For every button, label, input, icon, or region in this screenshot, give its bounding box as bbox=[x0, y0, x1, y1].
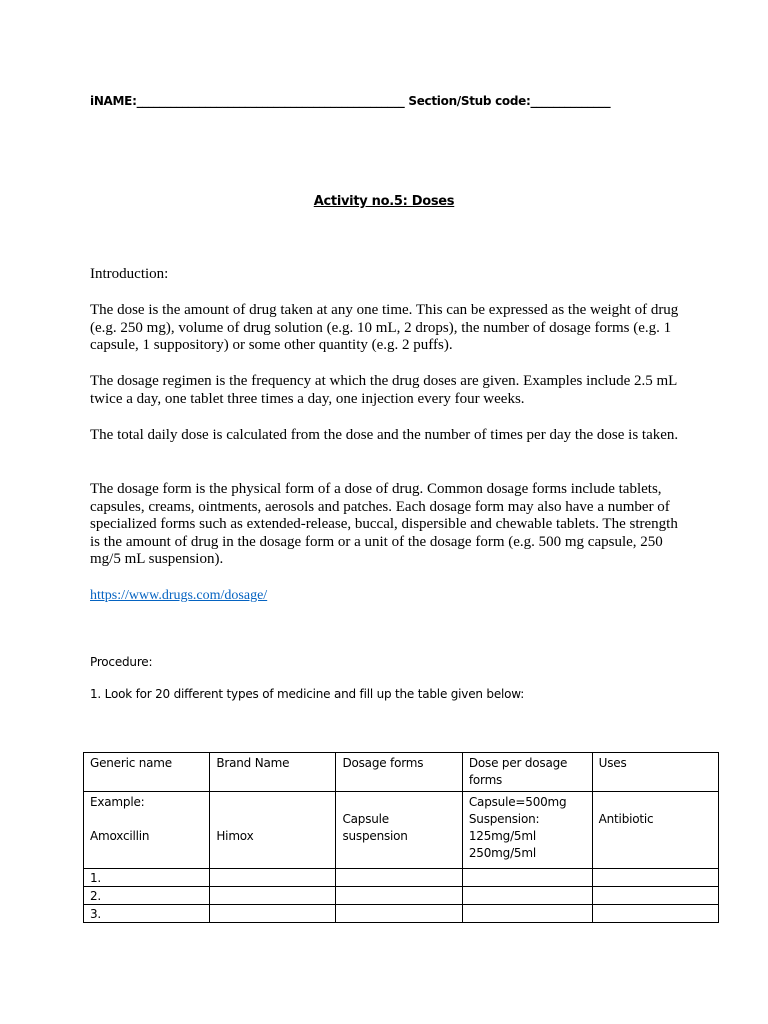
row-number: 2. bbox=[84, 887, 210, 905]
row-number: 3. bbox=[84, 905, 210, 923]
table-cell[interactable] bbox=[462, 887, 592, 905]
example-generic-name: Amoxcillin bbox=[90, 829, 150, 843]
table-row bbox=[84, 869, 719, 887]
example-generic-cell bbox=[84, 792, 210, 869]
example-brand-cell bbox=[210, 792, 336, 869]
paragraph-dosage-form: The dosage form is the physical form of a dose of drug. Common dosage forms include tablets, capsules, creams, ointments, aerosols and patches. Each dosage form may also have a number of specialized forms such as extended-release, buccal, dispersible and chewable tablets. The strength is the amount of drug in the dosage form or a unit of the dosage form (e.g. 500 mg capsule, 250 mg/5 mL suspension). bbox=[90, 481, 678, 568]
header-dosage-forms: Dosage forms bbox=[336, 753, 462, 792]
section-label: Section/Stub code: bbox=[404, 94, 531, 108]
table-cell[interactable] bbox=[336, 905, 462, 923]
paragraph-total-daily-dose: The total daily dose is calculated from the dose and the number of times per day the dose is taken. bbox=[90, 427, 679, 443]
drugs-dosage-link[interactable]: https://www.drugs.com/dosage/ bbox=[90, 588, 268, 603]
name-section-line bbox=[90, 94, 610, 108]
example-dose-suspension-label: Suspension: bbox=[468, 812, 540, 826]
table-cell[interactable] bbox=[592, 905, 718, 923]
table-header-row bbox=[84, 753, 719, 792]
example-dose-capsule: Capsule=500mg bbox=[468, 795, 567, 809]
paragraph-dosage-regimen: The dosage regimen is the frequency at which the drug doses are given. Examples include 2.5 mL twice a day, one tablet three times a day, one injection every four weeks. bbox=[90, 373, 677, 407]
table-cell[interactable] bbox=[592, 869, 718, 887]
example-uses-cell bbox=[592, 792, 718, 869]
page-title: Activity no.5: Doses bbox=[313, 194, 455, 209]
table-cell[interactable] bbox=[210, 905, 336, 923]
table-cell[interactable] bbox=[462, 905, 592, 923]
paragraph-dose: The dose is the amount of drug taken at any one time. This can be expressed as the weight of drug (e.g. 250 mg), volume of drug solution (e.g. 10 mL, 2 drops), the number of dosage forms (e.g. 1 capsule, 1 suppository) or some other quantity (e.g. 2 puffs). bbox=[90, 302, 679, 354]
introduction-heading: Introduction: bbox=[90, 266, 169, 282]
table-cell[interactable] bbox=[462, 869, 592, 887]
example-forms-cell bbox=[336, 792, 462, 869]
example-form-suspension: suspension bbox=[342, 829, 408, 843]
example-form-capsule: Capsule bbox=[342, 812, 389, 826]
medicine-table bbox=[83, 752, 719, 923]
table-row-example bbox=[84, 792, 719, 869]
procedure-heading: Procedure: bbox=[90, 655, 153, 669]
section-blank[interactable]: ______________ bbox=[530, 94, 611, 108]
table-row bbox=[84, 887, 719, 905]
example-label: Example: bbox=[90, 795, 145, 809]
header-brand-name: Brand Name bbox=[210, 753, 336, 792]
example-dose-250: 250mg/5ml bbox=[468, 846, 536, 860]
example-dose-cell bbox=[462, 792, 592, 869]
example-dose-125: 125mg/5ml bbox=[468, 829, 536, 843]
table-cell[interactable] bbox=[336, 887, 462, 905]
table-cell[interactable] bbox=[210, 887, 336, 905]
table-cell[interactable] bbox=[210, 869, 336, 887]
header-generic-name: Generic name bbox=[84, 753, 210, 792]
name-blank[interactable]: _______________________________________________ bbox=[136, 94, 405, 108]
row-number: 1. bbox=[84, 869, 210, 887]
table-row bbox=[84, 905, 719, 923]
example-brand-name: Himox bbox=[216, 829, 254, 843]
name-label: iNAME: bbox=[90, 94, 137, 108]
header-dose-per-dosage-forms: Dose per dosage forms bbox=[462, 753, 592, 792]
procedure-step-1: 1. Look for 20 different types of medicine and fill up the table given below: bbox=[90, 687, 525, 701]
header-uses: Uses bbox=[592, 753, 718, 792]
example-uses: Antibiotic bbox=[598, 812, 654, 826]
table-cell[interactable] bbox=[592, 887, 718, 905]
table-cell[interactable] bbox=[336, 869, 462, 887]
